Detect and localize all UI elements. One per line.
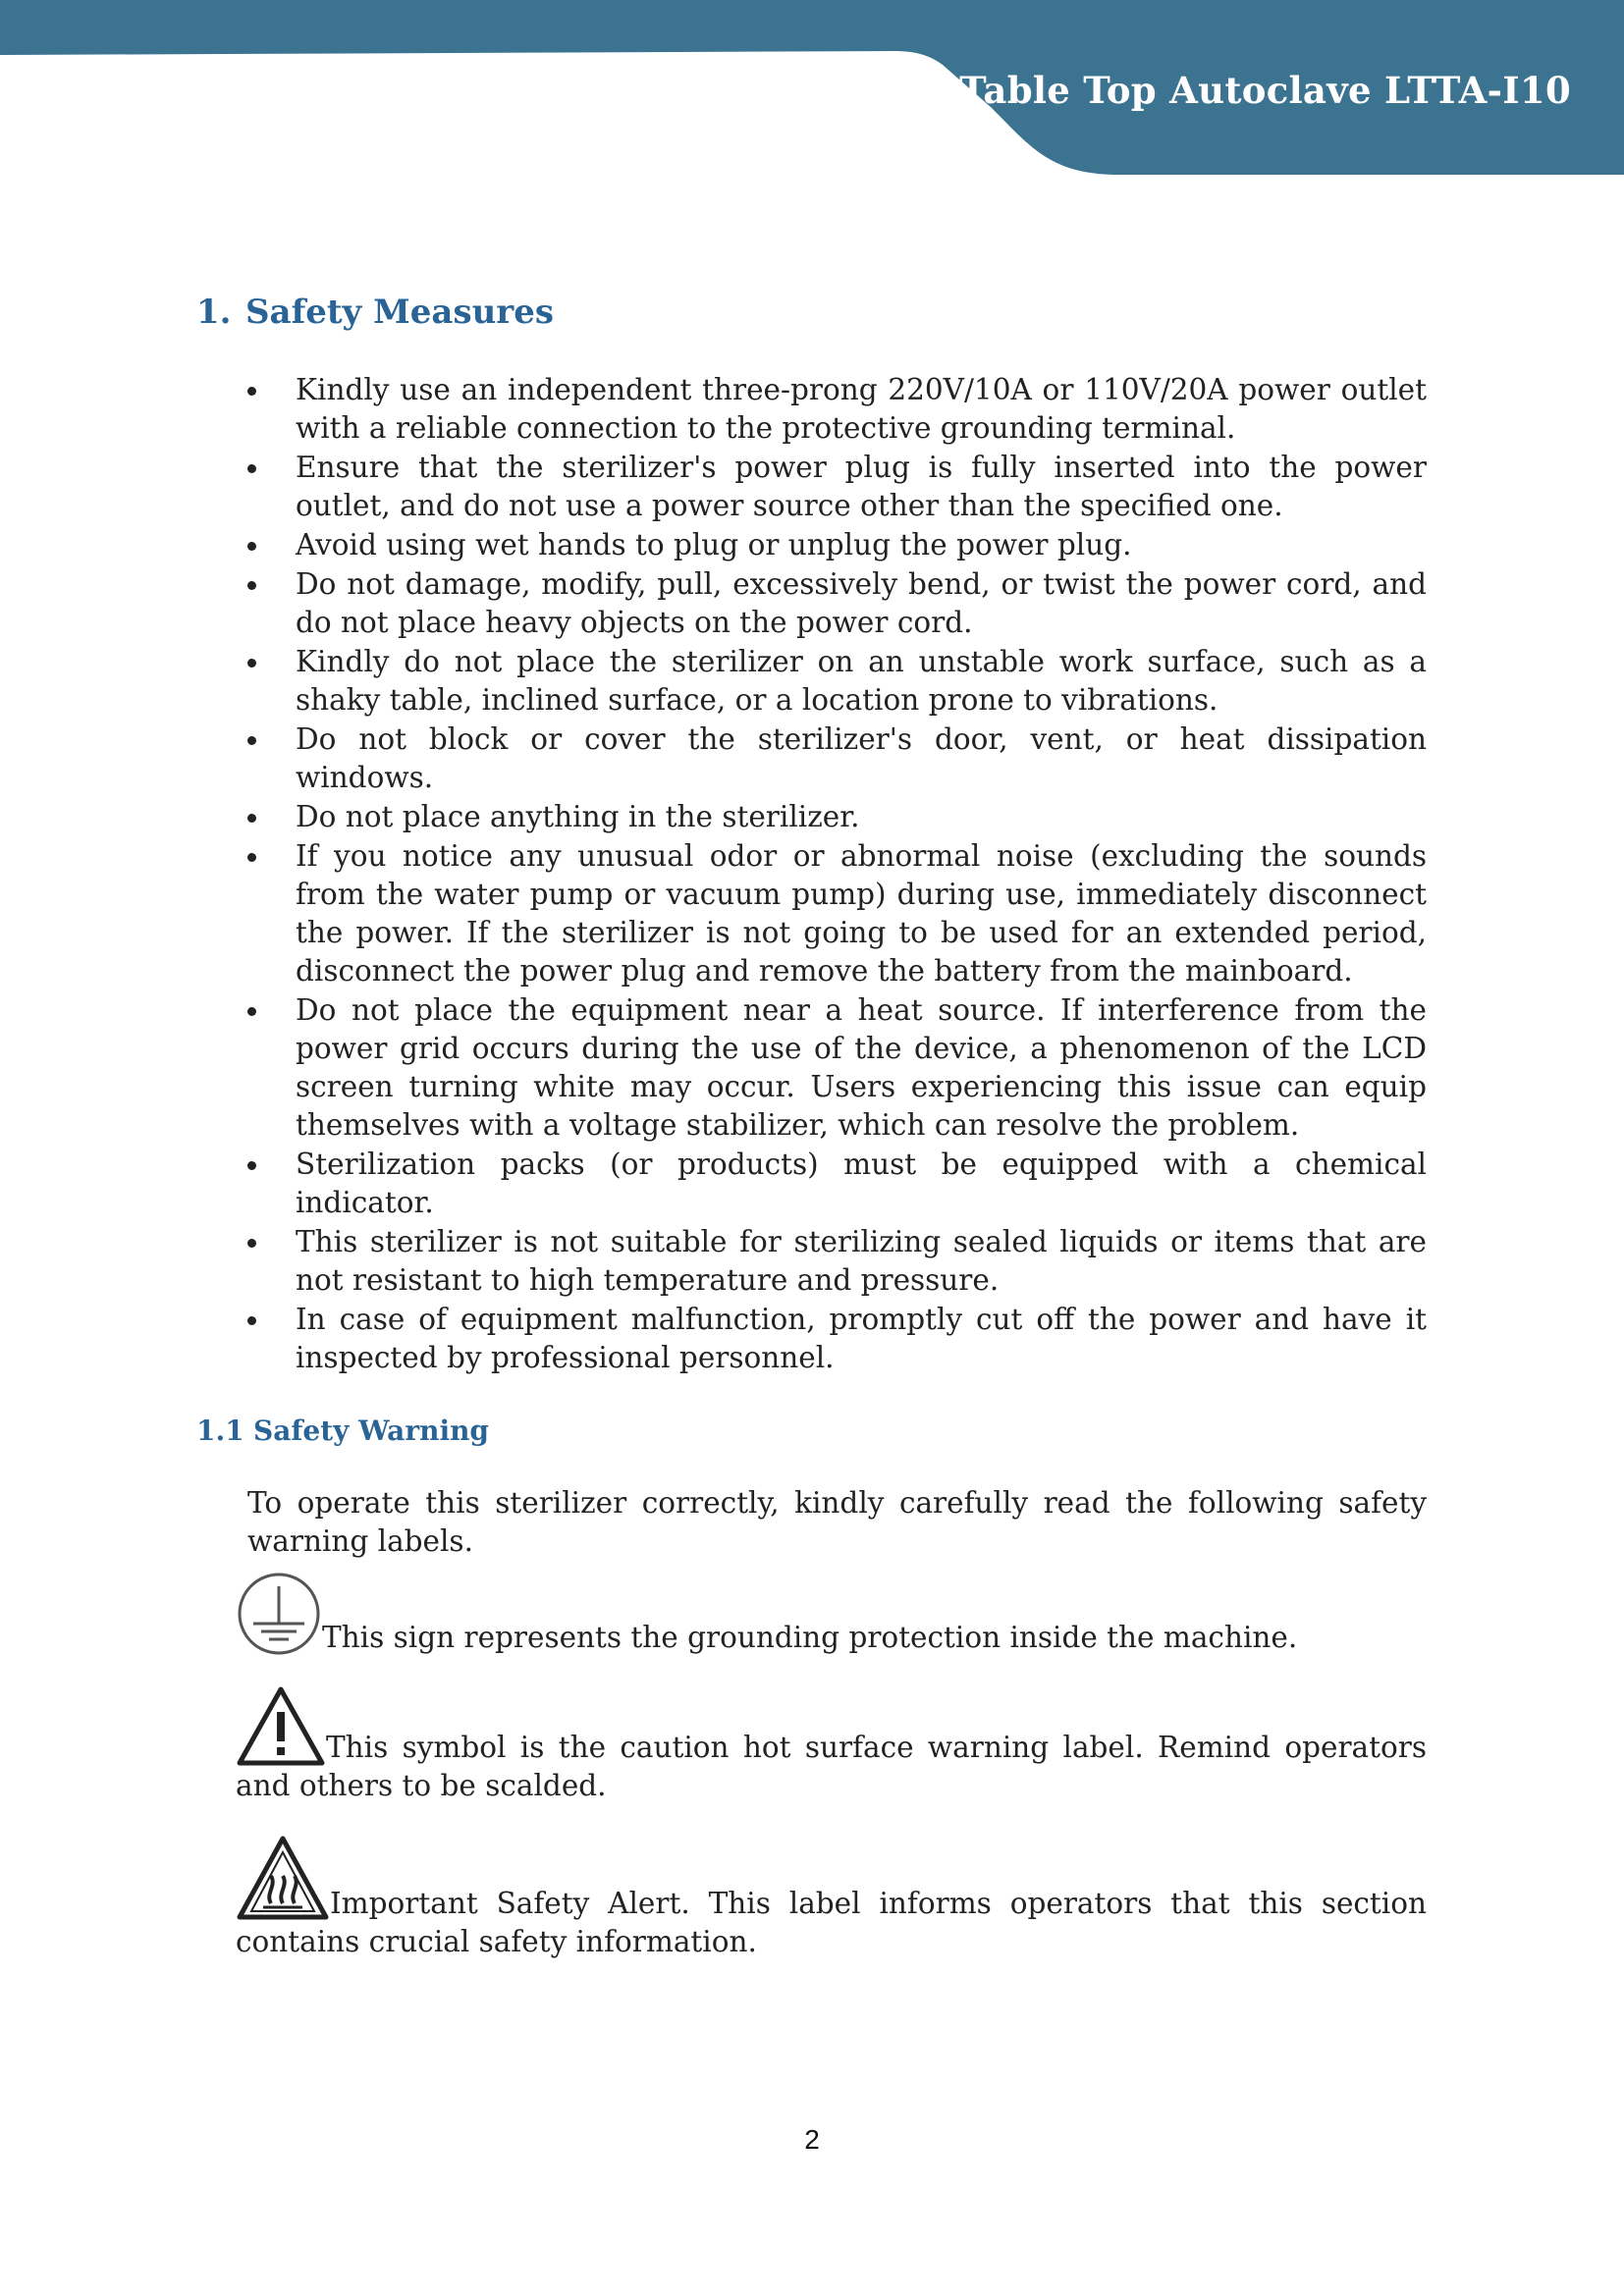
- page-number: 2: [804, 2124, 820, 2155]
- caution-sign-block: [236, 1684, 1427, 1805]
- section-number: 1.: [196, 293, 232, 332]
- list-item: If you notice any unusual odor or abnormal noise (excluding the sounds from the water pump or vacuum pump) during use, immediately disconnect the power. If the sterilizer is not going to be used for an extended period, disconnect the power plug and remove the battery from the mainboard.: [196, 837, 1427, 990]
- subsection-number: 1.1: [196, 1415, 244, 1447]
- bullet-icon: [247, 814, 256, 823]
- document-title: Table Top Autoclave LTTA-I10: [959, 69, 1571, 112]
- list-item: Avoid using wet hands to plug or unplug the power plug.: [196, 526, 1427, 564]
- bullet-icon: [247, 581, 256, 590]
- list-item: Sterilization packs (or products) must be equipped with a chemical indicator.: [196, 1146, 1427, 1222]
- subsection-title: Safety Warning: [253, 1415, 490, 1447]
- grounding-icon: [236, 1571, 322, 1657]
- caution-sign-text: This symbol is the caution hot surface warning label. Remind operators and others to be scalded.: [236, 1731, 1427, 1802]
- grounding-sign-block: [236, 1571, 1427, 1657]
- list-item: Do not damage, modify, pull, excessively bend, or twist the power cord, and do not place heavy objects on the power cord.: [196, 565, 1427, 642]
- subsection-heading: [196, 1415, 1427, 1447]
- list-item: In case of equipment malfunction, promptly cut off the power and have it inspected by professional personnel.: [196, 1301, 1427, 1377]
- bullet-icon: [247, 1316, 256, 1325]
- page-content: [196, 293, 1427, 1961]
- bullet-icon: [247, 542, 256, 551]
- list-item: Do not place anything in the sterilizer.: [196, 798, 1427, 836]
- hot-surface-icon: [236, 1835, 330, 1923]
- list-item: Ensure that the sterilizer's power plug is fully inserted into the power outlet, and do not use a power source other than the specified one.: [196, 449, 1427, 525]
- list-item: Kindly use an independent three-prong 220V/10A or 110V/20A power outlet with a reliable connection to the protective grounding terminal.: [196, 371, 1427, 448]
- safety-measures-list: [196, 371, 1427, 1377]
- list-item: Kindly do not place the sterilizer on an unstable work surface, such as a shaky table, inclined surface, or a location prone to vibrations.: [196, 643, 1427, 720]
- bullet-icon: [247, 464, 256, 473]
- hot-surface-sign-text: Important Safety Alert. This label informs operators that this section contains crucial safety information.: [236, 1887, 1427, 1958]
- bullet-icon: [247, 736, 256, 745]
- section-heading: [196, 293, 1427, 332]
- list-item: Do not place the equipment near a heat source. If interference from the power grid occurs during the use of the device, a phenomenon of the LCD screen turning white may occur. Users experiencing this issue can equip themselves with a voltage stabilizer, which can resolve the problem.: [196, 991, 1427, 1145]
- section-title: Safety Measures: [245, 293, 554, 332]
- bullet-icon: [247, 387, 256, 396]
- list-item: This sterilizer is not suitable for sterilizing sealed liquids or items that are not resistant to high temperature and pressure.: [196, 1223, 1427, 1300]
- safety-warning-intro: To operate this sterilizer correctly, kindly carefully read the following safety warning labels.: [247, 1486, 1427, 1558]
- grounding-sign-text: This sign represents the grounding protection inside the machine.: [322, 1621, 1298, 1654]
- hot-surface-sign-block: [236, 1835, 1427, 1961]
- bullet-icon: [247, 1239, 256, 1248]
- list-item: Do not block or cover the sterilizer's door, vent, or heat dissipation windows.: [196, 721, 1427, 797]
- caution-icon: [236, 1684, 326, 1767]
- bullet-icon: [247, 1161, 256, 1170]
- bullet-icon: [247, 853, 256, 862]
- bullet-icon: [247, 1007, 256, 1016]
- bullet-icon: [247, 659, 256, 667]
